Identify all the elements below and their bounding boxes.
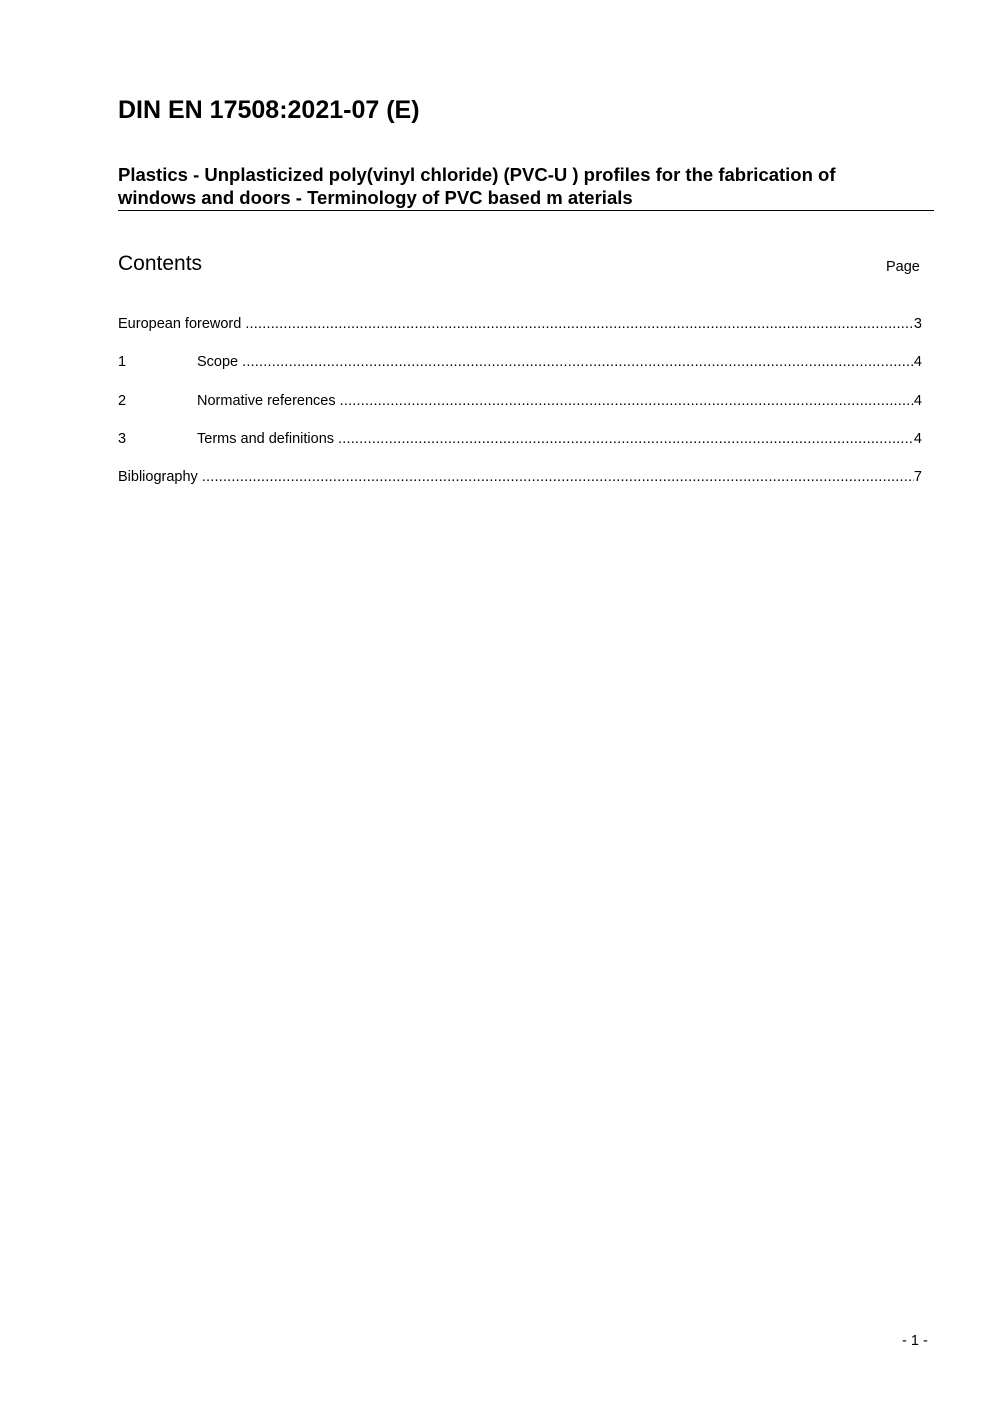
toc-entry-page: 7 (913, 469, 922, 486)
page-column-heading: Page (886, 259, 920, 275)
toc-entry-page: 3 (913, 316, 922, 332)
document-title (118, 163, 934, 211)
toc-entry-label: European foreword (118, 316, 242, 332)
toc-entry-label: Terms and definitions (197, 430, 335, 447)
document-id: DIN EN 17508:2021-07 (E) (118, 96, 420, 124)
toc-entry-label: Normative references (197, 392, 336, 409)
toc-entry-page: 4 (913, 354, 922, 371)
page-number-footer: - 1 - (902, 1333, 928, 1349)
toc-entry-terms-and-definitions[interactable] (118, 429, 922, 467)
toc-dot-leader (340, 391, 914, 411)
toc-entry-label: Scope (197, 354, 239, 371)
toc-entry-european-foreword[interactable] (118, 314, 922, 352)
toc-entry-number: 1 (118, 354, 127, 371)
toc-entry-page: 4 (913, 392, 922, 409)
toc-entry-normative-references[interactable] (118, 391, 922, 429)
toc-entry-scope[interactable] (118, 352, 922, 390)
toc-dot-leader (245, 314, 914, 334)
table-of-contents (118, 314, 922, 505)
toc-entry-label: Bibliography (118, 469, 198, 486)
toc-entry-page: 4 (913, 430, 922, 447)
toc-dot-leader (202, 467, 914, 487)
toc-entry-number: 2 (118, 392, 127, 409)
toc-entry-bibliography[interactable] (118, 467, 922, 505)
toc-dot-leader (338, 429, 914, 449)
document-title-line-1: Plastics - Unplasticized poly(vinyl chloride) (PVC-U ) profiles for the fabrication of (118, 164, 836, 185)
contents-heading: Contents (118, 252, 203, 275)
toc-dot-leader (242, 352, 914, 372)
toc-entry-number: 3 (118, 430, 127, 447)
document-title-line-2: windows and doors - Terminology of PVC based m aterials (118, 187, 633, 208)
